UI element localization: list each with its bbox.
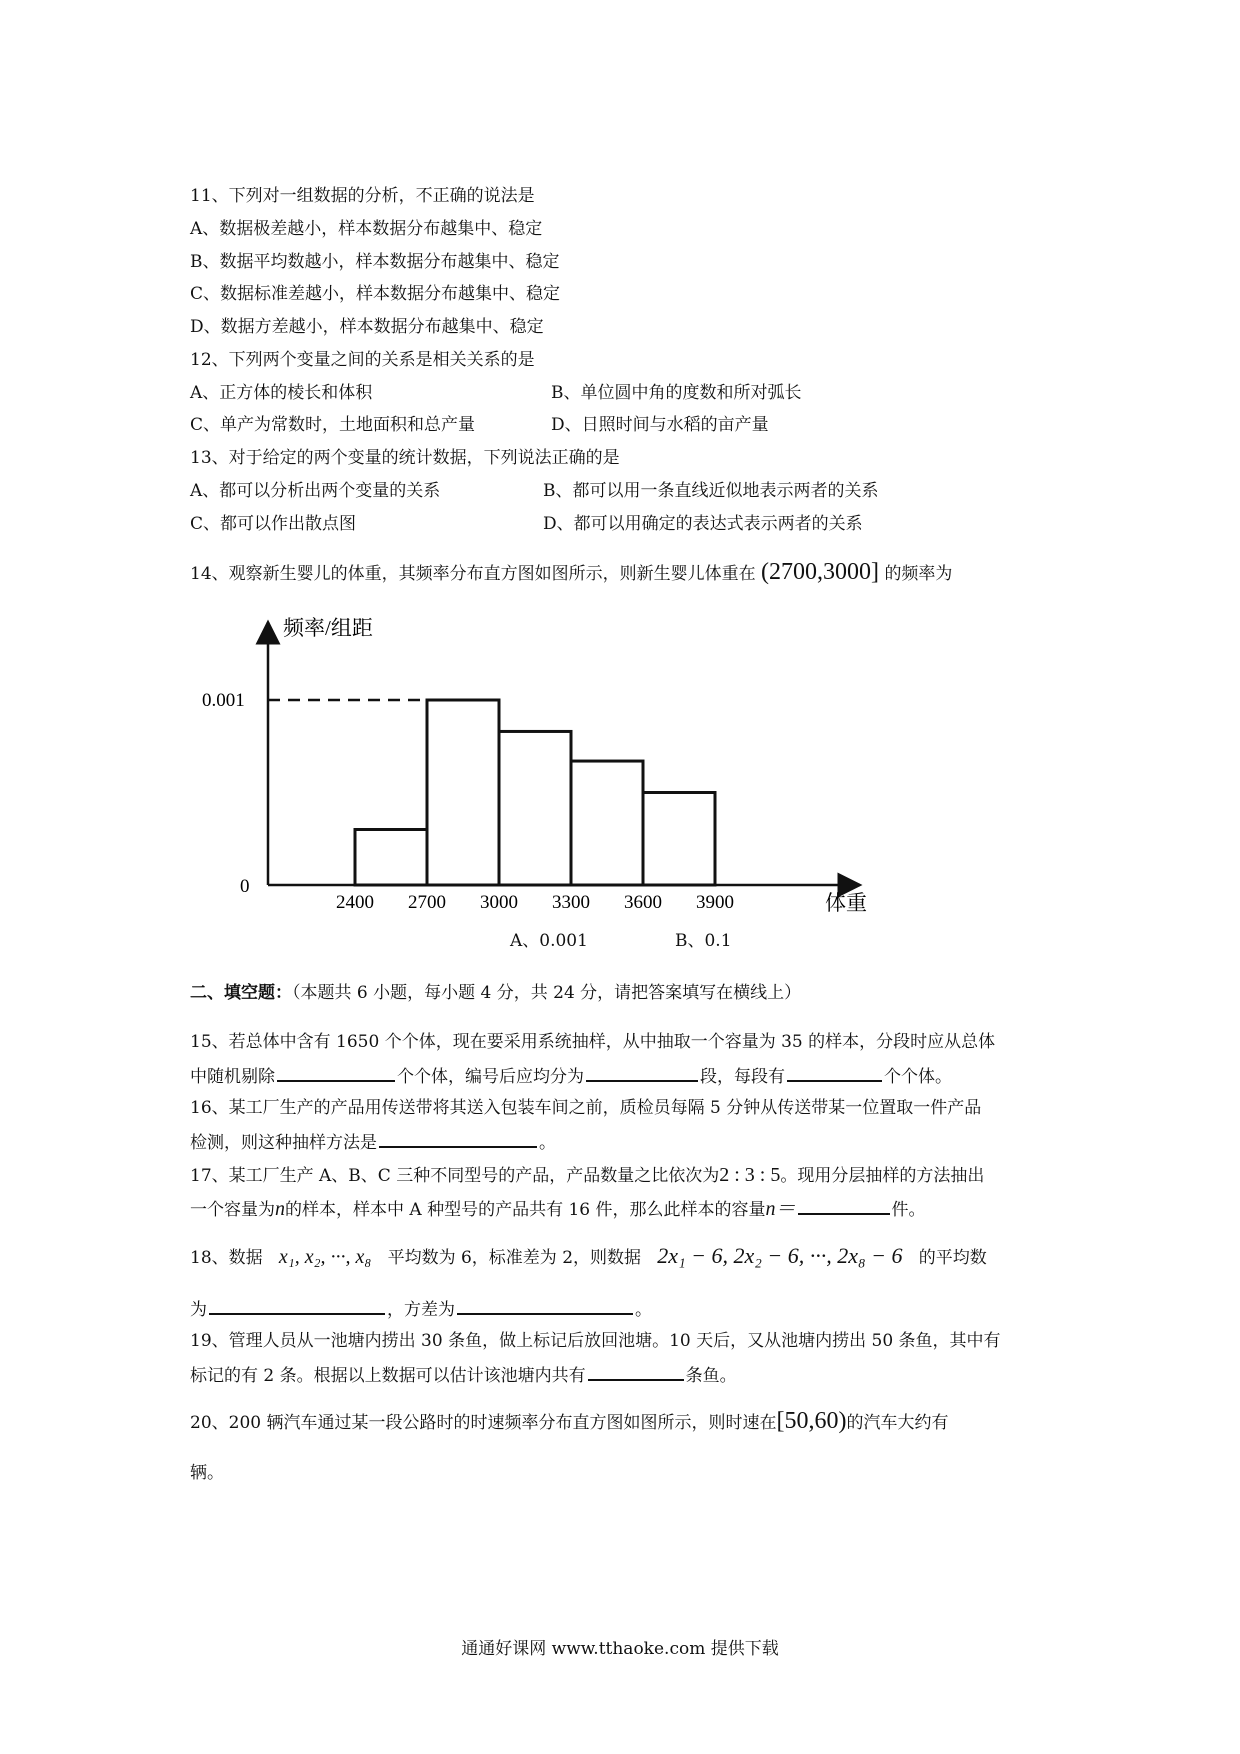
q20-text-2: 的汽车大约有 bbox=[846, 1413, 949, 1433]
x-tick-3900: 3900 bbox=[696, 892, 734, 913]
q16-line2 bbox=[190, 1130, 556, 1154]
q19-line2 bbox=[190, 1363, 737, 1387]
q11-option-d: D、数据方差越小，样本数据分布越集中、稳定 bbox=[190, 317, 544, 337]
q20-line2: 辆。 bbox=[190, 1463, 224, 1483]
q18-text-4: 为 bbox=[190, 1300, 207, 1320]
q14-option-a: A、0.001 bbox=[510, 931, 588, 951]
x-tick-2400: 2400 bbox=[336, 892, 374, 913]
footer: 通通好课网 www.tthaoke.com 提供下载 bbox=[461, 1639, 779, 1659]
q17-text-2: 。现用分层抽样的方法抽出 bbox=[780, 1166, 985, 1186]
q18-text-2: 平均数为 6，标准差为 2，则数据 bbox=[387, 1248, 642, 1268]
q20-interval: [50,60) bbox=[776, 1408, 847, 1434]
q15-line2 bbox=[190, 1064, 952, 1088]
q17-text-3: 一个容量为 bbox=[190, 1200, 275, 1220]
q14-stem-before: 14、观察新生婴儿的体重，其频率分布直方图如图所示，则新生婴儿体重在 bbox=[190, 564, 756, 584]
q16-text-2: 。 bbox=[539, 1133, 556, 1153]
section2-heading bbox=[190, 982, 801, 1004]
q14-stem-after: 的频率为 bbox=[884, 564, 953, 584]
histogram-bar-5 bbox=[643, 793, 715, 886]
q11-option-a: A、数据极差越小，样本数据分布越集中、稳定 bbox=[190, 219, 543, 239]
q15-blank-2[interactable] bbox=[586, 1064, 698, 1082]
q14-option-b: B、0.1 bbox=[675, 931, 732, 951]
q18-seq1: x₁, x₂, ···, x₈ bbox=[278, 1246, 372, 1268]
histogram-chart bbox=[0, 600, 1240, 940]
q15-text-4: 个个体。 bbox=[884, 1067, 952, 1087]
q18-text-5: ，方差为 bbox=[387, 1300, 455, 1320]
q19-text-1: 标记的有 2 条。根据以上数据可以估计该池塘内共有 bbox=[190, 1366, 586, 1386]
section2-note: （本题共 6 小题，每小题 4 分，共 24 分，请把答案填写在横线上） bbox=[292, 983, 802, 1003]
q14-interval: (2700,3000] bbox=[761, 559, 880, 585]
q17-n-eq: n＝ bbox=[765, 1198, 796, 1220]
q16-line1: 16、某工厂生产的产品用传送带将其送入包装车间之前，质检员每隔 5 分钟从传送带某一位置取一件产品 bbox=[190, 1098, 982, 1118]
histogram-bar-4 bbox=[571, 761, 643, 885]
q12-option-c: C、单产为常数时，土地面积和总产量 bbox=[190, 415, 476, 435]
section2-title: 二、填空题： bbox=[190, 983, 292, 1003]
q13-option-b: B、都可以用一条直线近似地表示两者的关系 bbox=[543, 481, 879, 501]
q16-text-1: 检测，则这种抽样方法是 bbox=[190, 1133, 377, 1153]
histogram-bar-3 bbox=[499, 731, 571, 885]
q15-text-3: 段，每段有 bbox=[700, 1067, 785, 1087]
y-axis-label: 频率/组距 bbox=[283, 616, 373, 640]
q11-option-b: B、数据平均数越小，样本数据分布越集中、稳定 bbox=[190, 252, 560, 272]
q17-line2 bbox=[190, 1197, 926, 1221]
q13-option-d: D、都可以用确定的表达式表示两者的关系 bbox=[543, 514, 863, 534]
q17-ratio: 2 : 3 : 5 bbox=[719, 1164, 781, 1186]
histogram-bar-1 bbox=[355, 830, 427, 886]
q17-n: n bbox=[275, 1198, 285, 1220]
q19-text-2: 条鱼。 bbox=[685, 1366, 737, 1386]
q13-option-c: C、都可以作出散点图 bbox=[190, 514, 357, 534]
q12-stem: 12、下列两个变量之间的关系是相关关系的是 bbox=[190, 350, 535, 370]
q15-line1: 15、若总体中含有 1650 个个体，现在要采用系统抽样，从中抽取一个容量为 35 的样本，分段时应从总体 bbox=[190, 1032, 996, 1052]
histogram-bar-2 bbox=[427, 700, 499, 885]
q12-option-a: A、正方体的棱长和体积 bbox=[190, 383, 373, 403]
y-tick-max: 0.001 bbox=[202, 690, 245, 711]
q18-text-6: 。 bbox=[635, 1300, 652, 1320]
q20-text-1: 20、200 辆汽车通过某一段公路时的时速频率分布直方图如图所示，则时速在 bbox=[190, 1413, 777, 1433]
q18-blank-variance[interactable] bbox=[457, 1297, 633, 1315]
q17-text-1: 17、某工厂生产 A、B、C 三种不同型号的产品，产品数量之比依次为 bbox=[190, 1166, 720, 1186]
q17-line1 bbox=[190, 1164, 984, 1187]
y-tick-0: 0 bbox=[240, 876, 250, 897]
q18-line1 bbox=[190, 1245, 987, 1269]
q18-text-1: 18、数据 bbox=[190, 1248, 263, 1268]
x-tick-3600: 3600 bbox=[624, 892, 662, 913]
x-tick-3000: 3000 bbox=[480, 892, 518, 913]
q12-option-b: B、单位圆中角的度数和所对弧长 bbox=[551, 383, 802, 403]
q13-option-a: A、都可以分析出两个变量的关系 bbox=[190, 481, 441, 501]
q18-line2 bbox=[190, 1297, 652, 1321]
x-tick-3300: 3300 bbox=[552, 892, 590, 913]
x-axis-label: 体重 bbox=[825, 891, 867, 915]
q15-blank-3[interactable] bbox=[787, 1064, 882, 1082]
q15-blank-1[interactable] bbox=[277, 1064, 395, 1082]
q20-line1 bbox=[190, 1410, 948, 1434]
q17-text-4: 的样本，样本中 A 种型号的产品共有 16 件，那么此样本的容量 bbox=[285, 1200, 766, 1220]
q11-option-c: C、数据标准差越小，样本数据分布越集中、稳定 bbox=[190, 284, 561, 304]
q18-blank-mean[interactable] bbox=[209, 1297, 385, 1315]
q19-line1: 19、管理人员从一池塘内捞出 30 条鱼，做上标记后放回池塘。10 天后，又从池塘内捞出 50 条鱼，其中有 bbox=[190, 1331, 1001, 1351]
q11-stem: 11、下列对一组数据的分析，不正确的说法是 bbox=[190, 186, 535, 206]
q17-text-5: 件。 bbox=[891, 1200, 926, 1220]
q16-blank[interactable] bbox=[379, 1130, 537, 1148]
q14-stem bbox=[190, 561, 952, 585]
x-tick-2700: 2700 bbox=[408, 892, 446, 913]
q15-text-2: 个个体，编号后应均分为 bbox=[397, 1067, 584, 1087]
q15-text-1: 中随机剔除 bbox=[190, 1067, 275, 1087]
q12-option-d: D、日照时间与水稻的亩产量 bbox=[551, 415, 769, 435]
q17-blank[interactable] bbox=[798, 1197, 890, 1215]
q18-seq2: 2x₁ − 6, 2x₂ − 6, ···, 2x₈ − 6 bbox=[657, 1243, 903, 1268]
q19-blank[interactable] bbox=[588, 1363, 684, 1381]
q18-text-3: 的平均数 bbox=[918, 1248, 987, 1268]
q13-stem: 13、对于给定的两个变量的统计数据，下列说法正确的是 bbox=[190, 448, 620, 468]
